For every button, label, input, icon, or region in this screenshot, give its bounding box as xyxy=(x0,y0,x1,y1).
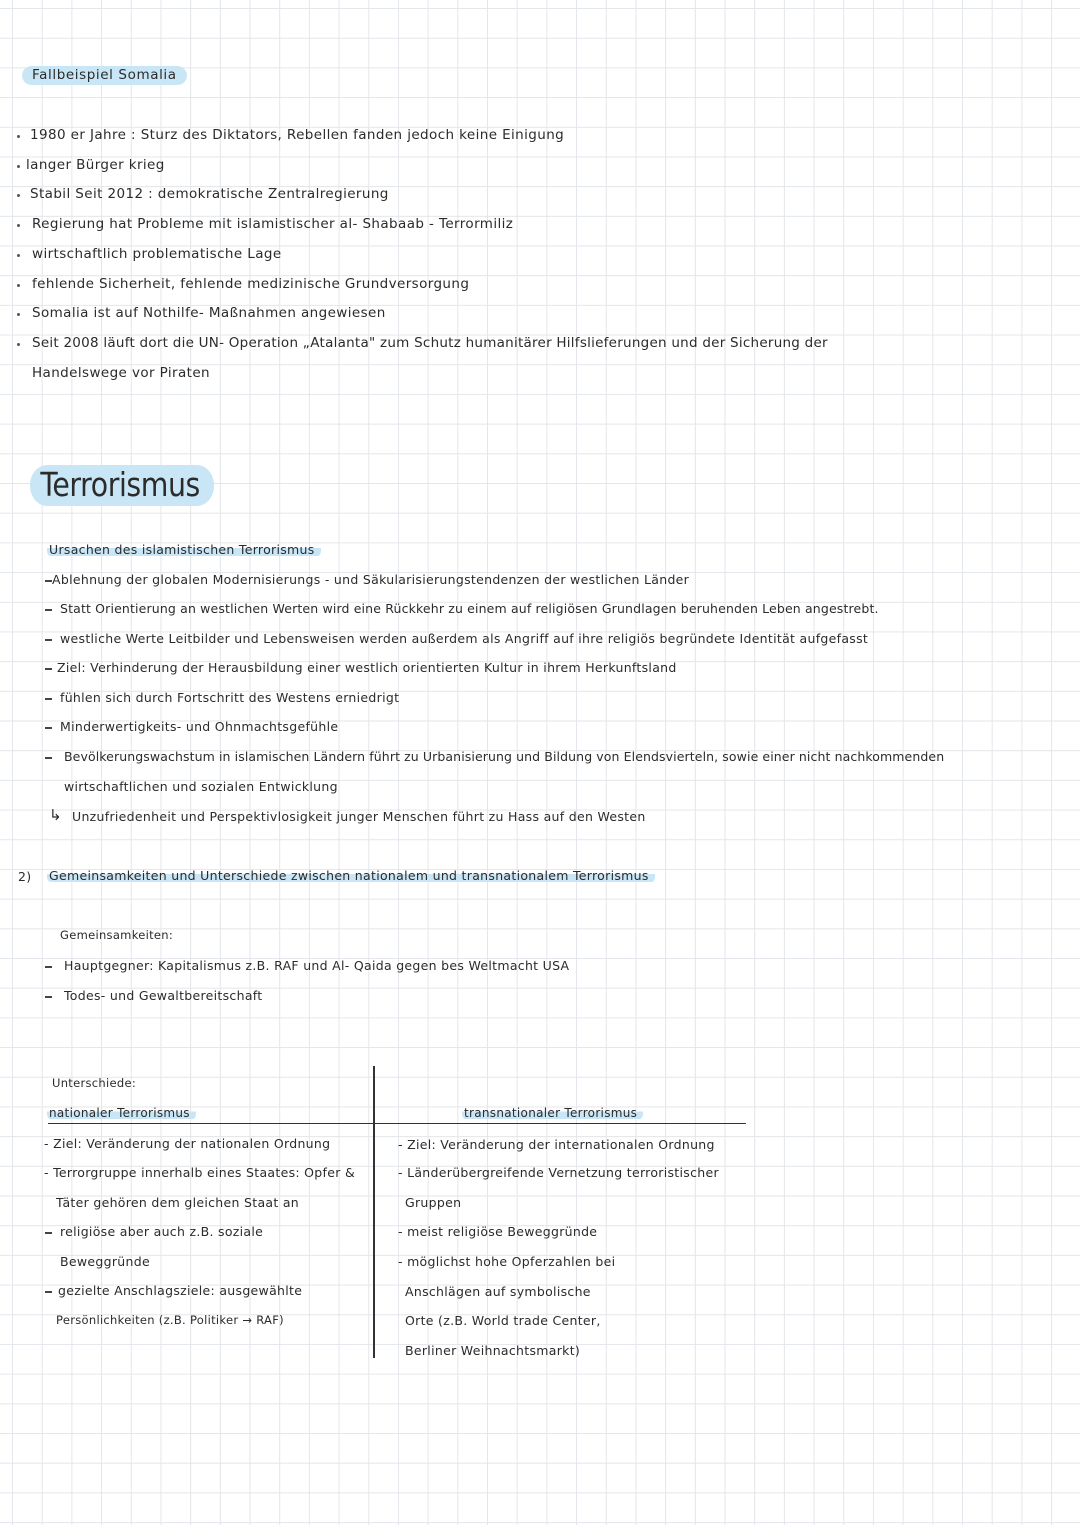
table-cell-line: - möglichst hohe Opferzahlen bei xyxy=(398,1254,616,1269)
subheading-number: 2) xyxy=(18,869,32,884)
dash-marker xyxy=(45,698,52,700)
bullet-dot xyxy=(17,313,20,316)
bullet-dot xyxy=(17,224,20,227)
bullet-dot xyxy=(17,254,20,257)
dash-marker xyxy=(45,966,52,968)
table-cell-line: - meist religiöse Beweggründe xyxy=(398,1224,598,1239)
table-cell-line: - Ziel: Veränderung der internationalen Ordnung xyxy=(398,1137,715,1152)
table-cell-line: religiöse aber auch z.B. soziale xyxy=(60,1224,264,1239)
dash-marker xyxy=(45,1291,52,1293)
subheading-ursachen: Ursachen des islamistischen Terrorismus xyxy=(47,542,321,557)
bullet-dot xyxy=(17,165,20,168)
dash-marker xyxy=(45,1232,52,1234)
list-item: Ziel: Verhinderung der Herausbildung einer westlich orientierten Kultur in ihrem Herkunftsland xyxy=(57,660,677,675)
table-divider-vertical xyxy=(373,1066,375,1358)
section-title-terrorismus: Terrorismus xyxy=(30,465,214,506)
list-item: fühlen sich durch Fortschritt des Westens erniedrigt xyxy=(60,690,400,705)
column-header-national: nationaler Terrorismus xyxy=(47,1106,196,1120)
list-item: Statt Orientierung an westlichen Werten wird eine Rückkehr zu einem auf religiösen Grundlagen beruhenden Leben angestrebt. xyxy=(60,601,879,616)
table-cell-line: Orte (z.B. World trade Center, xyxy=(405,1313,601,1328)
gemeinsamkeiten-heading: Gemeinsamkeiten: xyxy=(60,928,174,942)
list-item: Ablehnung der globalen Modernisierungs - und Säkularisierungstendenzen der westlichen Länder xyxy=(52,572,690,587)
dash-marker xyxy=(45,757,52,759)
table-divider-horizontal xyxy=(48,1123,746,1124)
dash-marker xyxy=(45,639,52,641)
list-item: westliche Werte Leitbilder und Lebensweisen werden außerdem als Angriff auf ihre religiös begründete Identität aufgefasst xyxy=(60,631,869,646)
dash-marker xyxy=(45,580,52,582)
dash-marker xyxy=(45,727,52,729)
list-item: langer Bürger krieg xyxy=(26,157,165,173)
bullet-dot xyxy=(17,343,20,346)
table-cell-line: Berliner Weihnachtsmarkt) xyxy=(405,1343,581,1358)
list-item: wirtschaftlich problematische Lage xyxy=(32,246,282,262)
list-item: 1980 er Jahre : Sturz des Diktators, Rebellen fanden jedoch keine Einigung xyxy=(30,127,565,143)
dash-marker xyxy=(45,668,52,670)
dash-marker xyxy=(45,996,52,998)
column-header-transnational: transnationaler Terrorismus xyxy=(462,1106,643,1120)
list-item: Bevölkerungswachstum in islamischen Ländern führt zu Urbanisierung und Bildung von Elendsvierteln, sowie einer nicht nachkommenden xyxy=(64,749,945,764)
table-cell-line: Täter gehören dem gleichen Staat an xyxy=(56,1195,300,1210)
list-item: Minderwertigkeits- und Ohnmachtsgefühle xyxy=(60,719,339,734)
table-cell-line: - Länderübergreifende Vernetzung terroristischer xyxy=(398,1165,719,1180)
table-cell-line: Gruppen xyxy=(405,1195,462,1210)
list-item: Stabil Seit 2012 : demokratische Zentralregierung xyxy=(30,186,389,202)
conclusion-line: Unzufriedenheit und Perspektivlosigkeit junger Menschen führt zu Hass auf den Westen xyxy=(72,809,646,824)
table-cell-line: Anschlägen auf symbolische xyxy=(405,1284,591,1299)
table-cell-line: gezielte Anschlagsziele: ausgewählte xyxy=(58,1283,303,1298)
dash-marker xyxy=(45,609,52,611)
section-tag-somalia: Fallbeispiel Somalia xyxy=(22,66,187,85)
subheading-gemeinsamkeiten-unterschiede: Gemeinsamkeiten und Unterschiede zwischen nationalem und transnationalem Terrorismus xyxy=(47,868,655,883)
list-item: Todes- und Gewaltbereitschaft xyxy=(64,988,263,1003)
arrow-icon: ↳ xyxy=(49,806,62,824)
bullet-dot xyxy=(17,284,20,287)
bullet-dot xyxy=(17,135,20,138)
list-item: Somalia ist auf Nothilfe- Maßnahmen angewiesen xyxy=(32,305,386,321)
list-item-continuation: wirtschaftlichen und sozialen Entwicklung xyxy=(64,779,338,794)
table-cell-line: Persönlichkeiten (z.B. Politiker → RAF) xyxy=(56,1313,284,1327)
list-item-continuation: Handelswege vor Piraten xyxy=(32,365,211,381)
table-cell-line: - Ziel: Veränderung der nationalen Ordnung xyxy=(44,1136,331,1151)
list-item: Seit 2008 läuft dort die UN- Operation „Atalanta" zum Schutz humanitärer Hilfslieferungen und der Sicherung der xyxy=(32,335,828,351)
list-item: Regierung hat Probleme mit islamistischer al- Shabaab - Terrormiliz xyxy=(32,216,514,232)
table-cell-line: - Terrorgruppe innerhalb eines Staates: Opfer & xyxy=(44,1165,355,1180)
list-item: fehlende Sicherheit, fehlende medizinische Grundversorgung xyxy=(32,276,470,292)
table-cell-line: Beweggründe xyxy=(60,1254,150,1269)
unterschiede-heading: Unterschiede: xyxy=(52,1076,137,1090)
list-item: Hauptgegner: Kapitalismus z.B. RAF und Al- Qaida gegen bes Weltmacht USA xyxy=(64,958,570,973)
bullet-dot xyxy=(17,194,20,197)
